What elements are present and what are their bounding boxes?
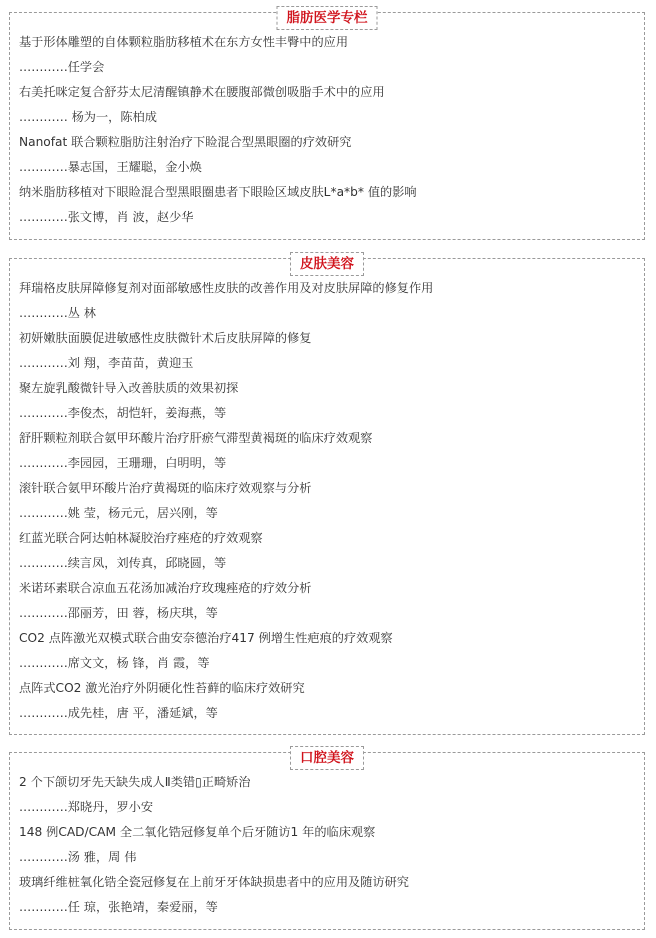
article-title[interactable]: 初妍嫩肤面膜促进敏感性皮肤微针术后皮肤屏障的修复 [19, 331, 312, 345]
article-authors: …………汤 雅，周 伟 [19, 850, 137, 864]
article-authors: …………席文文，杨 锋，肖 霞，等 [19, 656, 210, 670]
article-title[interactable]: 聚左旋乳酸微针导入改善肤质的效果初探 [19, 381, 239, 395]
article-authors: …………任 琼，张艳靖，秦爱丽，等 [19, 900, 218, 914]
article-authors: …………任学会 [19, 60, 105, 74]
article-authors: ………… 杨为一，陈柏成 [19, 110, 157, 124]
article-title[interactable]: 玻璃纤维桩氧化锆全瓷冠修复在上前牙牙体缺损患者中的应用及随访研究 [19, 875, 409, 889]
article-authors: …………姚 莹，杨元元，居兴刚，等 [19, 506, 218, 520]
section-title: 脂肪医学专栏 [277, 6, 378, 30]
article-title[interactable]: 红蓝光联合阿达帕林凝胶治疗痤疮的疗效观察 [19, 531, 263, 545]
article-authors: …………成先桂，唐 平，潘延斌，等 [19, 706, 218, 720]
article-authors: …………暴志国，王耀聪，金小焕 [19, 160, 202, 174]
article-title[interactable]: 舒肝颗粒剂联合氨甲环酸片治疗肝瘀气滞型黄褐斑的临床疗效观察 [19, 431, 373, 445]
article-authors: …………张文博，肖 波，赵少华 [19, 210, 194, 224]
article-title[interactable]: 拜瑞格皮肤屏障修复剂对面部敏感性皮肤的改善作用及对皮肤屏障的修复作用 [19, 281, 434, 295]
section-title: 皮肤美容 [290, 252, 364, 276]
article-authors: …………李园园，王珊珊，白明明，等 [19, 456, 227, 470]
article-list [19, 770, 638, 920]
article-title[interactable]: 2 个下颌切牙先天缺失成人Ⅱ类错▯正畸矫治 [19, 775, 251, 789]
article-authors: …………李俊杰，胡恺轩，姜海燕，等 [19, 406, 227, 420]
section-fat-medicine [9, 12, 645, 240]
section-skin-beauty [9, 258, 645, 735]
article-authors: …………邵丽芳，田 蓉，杨庆琪，等 [19, 606, 218, 620]
article-title[interactable]: 米诺环素联合凉血五花汤加减治疗玫瑰痤疮的疗效分析 [19, 581, 312, 595]
article-title[interactable]: 148 例CAD/CAM 全二氧化锆冠修复单个后牙随访1 年的临床观察 [19, 825, 376, 839]
section-oral-beauty [9, 752, 645, 930]
article-authors: …………丛 林 [19, 306, 96, 320]
section-title: 口腔美容 [290, 746, 364, 770]
article-title[interactable]: 点阵式CO2 激光治疗外阴硬化性苔藓的临床疗效研究 [19, 681, 305, 695]
article-title[interactable]: 右美托咪定复合舒芬太尼清醒镇静术在腰腹部微创吸脂手术中的应用 [19, 85, 385, 99]
article-authors: …………刘 翔，李苗苗，黄迎玉 [19, 356, 194, 370]
article-title[interactable]: 基于形体雕塑的自体颗粒脂肪移植术在东方女性丰臀中的应用 [19, 35, 349, 49]
article-authors: …………续言凤，刘传真，邱晓圆，等 [19, 556, 227, 570]
article-title[interactable]: Nanofat 联合颗粒脂肪注射治疗下睑混合型黑眼圈的疗效研究 [19, 135, 352, 149]
article-title[interactable]: 纳米脂肪移植对下眼睑混合型黑眼圈患者下眼睑区域皮肤L*a*b* 值的影响 [19, 185, 417, 199]
article-title[interactable]: CO2 点阵激光双模式联合曲安奈德治疗417 例增生性疤痕的疗效观察 [19, 631, 393, 645]
article-title[interactable]: 滚针联合氨甲环酸片治疗黄褐斑的临床疗效观察与分析 [19, 481, 312, 495]
article-list [19, 30, 638, 230]
article-authors: …………郑晓丹，罗小安 [19, 800, 154, 814]
article-list [19, 276, 638, 726]
